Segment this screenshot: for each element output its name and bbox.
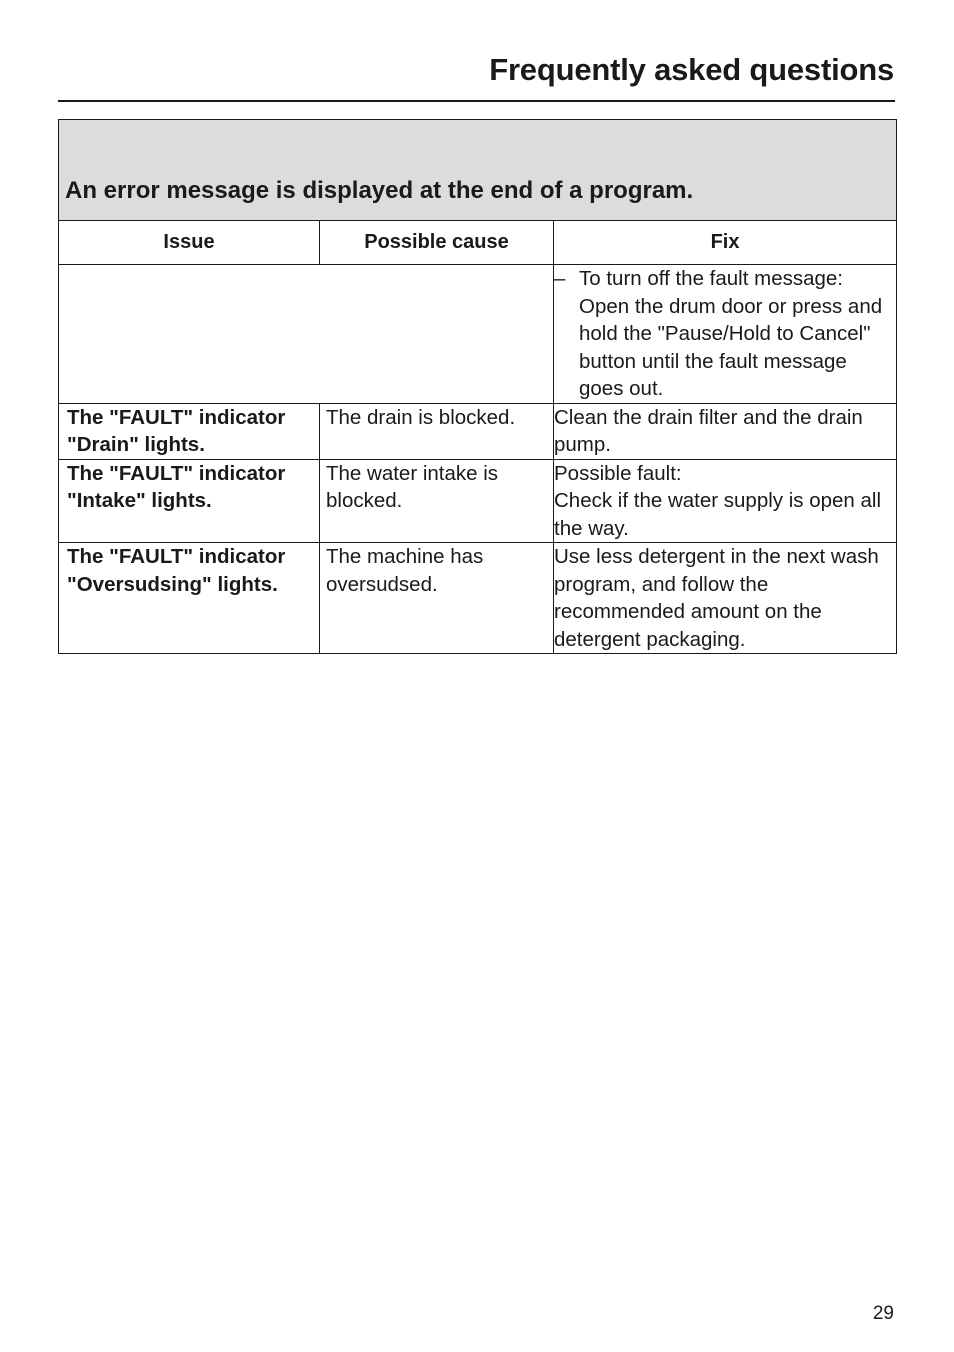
page-number: 29: [872, 1303, 894, 1324]
general-fix-cell: [554, 265, 897, 404]
section-header-row: [59, 120, 897, 221]
dash-bullet: –: [554, 267, 566, 290]
fix-line: Check if the water supply is open all the way.: [554, 489, 882, 540]
column-header-row: [59, 221, 897, 265]
fix-cell: Clean the drain filter and the drain pump.: [554, 403, 897, 459]
issue-cell: The "FAULT" indicator "Drain" lights.: [59, 403, 320, 459]
faq-table: [58, 119, 897, 654]
table-row-general-fix: [59, 265, 897, 404]
cause-cell: The machine has oversudsed.: [320, 543, 554, 654]
fix-line: Possible fault:: [554, 461, 682, 485]
issue-cell: The "FAULT" indicator "Intake" lights.: [59, 459, 320, 543]
column-header-issue: Issue: [59, 221, 320, 265]
fix-cell: [554, 459, 897, 543]
issue-cell: The "FAULT" indicator "Oversudsing" lights.: [59, 543, 320, 654]
table-row: [59, 403, 897, 459]
page-title: Frequently asked questions: [489, 52, 894, 87]
fix-cell: Use less detergent in the next wash program, and follow the recommended amount on the detergent packaging.: [554, 543, 897, 654]
column-header-fix: Fix: [554, 221, 897, 265]
fix-list-item: [554, 265, 896, 403]
empty-cell: [59, 265, 554, 404]
fix-text: To turn off the fault message: Open the drum door or press and hold the "Pause/Hold to Cancel" button until the fault message goes out.: [579, 267, 883, 400]
table-row: [59, 543, 897, 654]
table-row: [59, 459, 897, 543]
column-header-cause: Possible cause: [320, 221, 554, 265]
cause-cell: The water intake is blocked.: [320, 459, 554, 543]
cause-cell: The drain is blocked.: [320, 403, 554, 459]
title-divider: [58, 100, 895, 102]
section-title: An error message is displayed at the end of a program.: [59, 120, 897, 221]
